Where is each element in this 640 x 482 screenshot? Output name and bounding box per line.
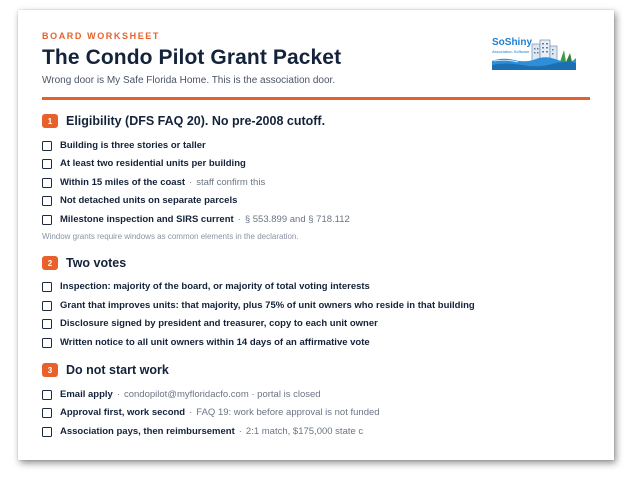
section-2-header bbox=[42, 256, 126, 270]
item-note: staff confirm this bbox=[196, 177, 266, 188]
checklist-item bbox=[42, 140, 206, 151]
checkbox[interactable] bbox=[42, 282, 52, 292]
item-note: condopilot@myfloridacfo.com · portal is closed bbox=[123, 389, 321, 400]
item-label: Approval first, work second bbox=[60, 407, 186, 418]
section-1-header bbox=[42, 114, 325, 128]
checklist-item bbox=[42, 389, 321, 400]
checklist-item bbox=[42, 281, 370, 292]
checkbox[interactable] bbox=[42, 301, 52, 311]
item-label: Within 15 miles of the coast bbox=[60, 177, 186, 188]
section-title: Do not start work bbox=[66, 363, 169, 377]
worksheet-page bbox=[18, 10, 614, 460]
section-title: Two votes bbox=[66, 256, 127, 270]
logo-wordmark: SoShiny bbox=[492, 37, 533, 48]
section-number-badge: 2 bbox=[42, 256, 58, 270]
item-note: FAQ 19: work before approval is not funded bbox=[196, 407, 380, 418]
eyebrow-label: BOARD WORKSHEET bbox=[42, 31, 160, 41]
checklist-item bbox=[42, 337, 370, 348]
checkbox[interactable] bbox=[42, 159, 52, 169]
item-label: Written notice to all unit owners within 14 days of an affirmative vote bbox=[60, 337, 370, 348]
page-subtitle: Wrong door is My Safe Florida Home. This is the association door. bbox=[42, 75, 336, 86]
checkbox[interactable] bbox=[42, 141, 52, 151]
checklist-item bbox=[42, 300, 475, 311]
section-footnote: Window grants require windows as common elements in the declaration. bbox=[42, 232, 299, 241]
checkbox[interactable] bbox=[42, 338, 52, 348]
checkbox[interactable] bbox=[42, 178, 52, 188]
section-number-badge: 1 bbox=[42, 114, 58, 128]
item-label: Not detached units on separate parcels bbox=[60, 195, 238, 206]
item-label: At least two residential units per building bbox=[60, 158, 246, 169]
section-title: Eligibility (DFS FAQ 20). No pre-2008 cutoff. bbox=[66, 114, 326, 128]
item-label: Milestone inspection and SIRS current bbox=[60, 214, 234, 225]
checkbox[interactable] bbox=[42, 390, 52, 400]
checkbox[interactable] bbox=[42, 215, 52, 225]
checklist-item bbox=[42, 214, 350, 225]
logo-tagline: Association Software bbox=[492, 49, 530, 54]
checkbox[interactable] bbox=[42, 408, 52, 418]
item-label: Building is three stories or taller bbox=[60, 140, 206, 151]
item-note: § 553.899 and § 718.112 bbox=[244, 214, 350, 225]
checkbox[interactable] bbox=[42, 196, 52, 206]
section-number-badge: 3 bbox=[42, 363, 58, 377]
separator-dot: · bbox=[189, 177, 193, 188]
checklist-item bbox=[42, 318, 378, 329]
separator-dot: · bbox=[116, 389, 120, 400]
checklist-item bbox=[42, 195, 237, 206]
item-label: Email apply bbox=[60, 389, 113, 400]
item-label: Grant that improves units: that majority, plus 75% of unit owners who reside in that building bbox=[60, 300, 475, 311]
item-label: Association pays, then reimbursement bbox=[60, 426, 235, 437]
checklist-item bbox=[42, 177, 265, 188]
section-3-header bbox=[42, 363, 169, 377]
separator-dot: · bbox=[237, 214, 241, 225]
item-note: 2:1 match, $175,000 state c bbox=[245, 426, 364, 437]
item-label: Disclosure signed by president and treasurer, copy to each unit owner bbox=[60, 318, 378, 329]
checklist-item bbox=[42, 158, 246, 169]
header-divider bbox=[42, 97, 590, 100]
soshiny-logo bbox=[492, 36, 576, 70]
checklist-item bbox=[42, 407, 380, 418]
separator-dot: · bbox=[238, 426, 242, 437]
torn-edge bbox=[18, 427, 614, 460]
checkbox[interactable] bbox=[42, 319, 52, 329]
page-title: The Condo Pilot Grant Packet bbox=[42, 46, 342, 69]
separator-dot: · bbox=[189, 407, 193, 418]
item-label: Inspection: majority of the board, or majority of total voting interests bbox=[60, 281, 370, 292]
